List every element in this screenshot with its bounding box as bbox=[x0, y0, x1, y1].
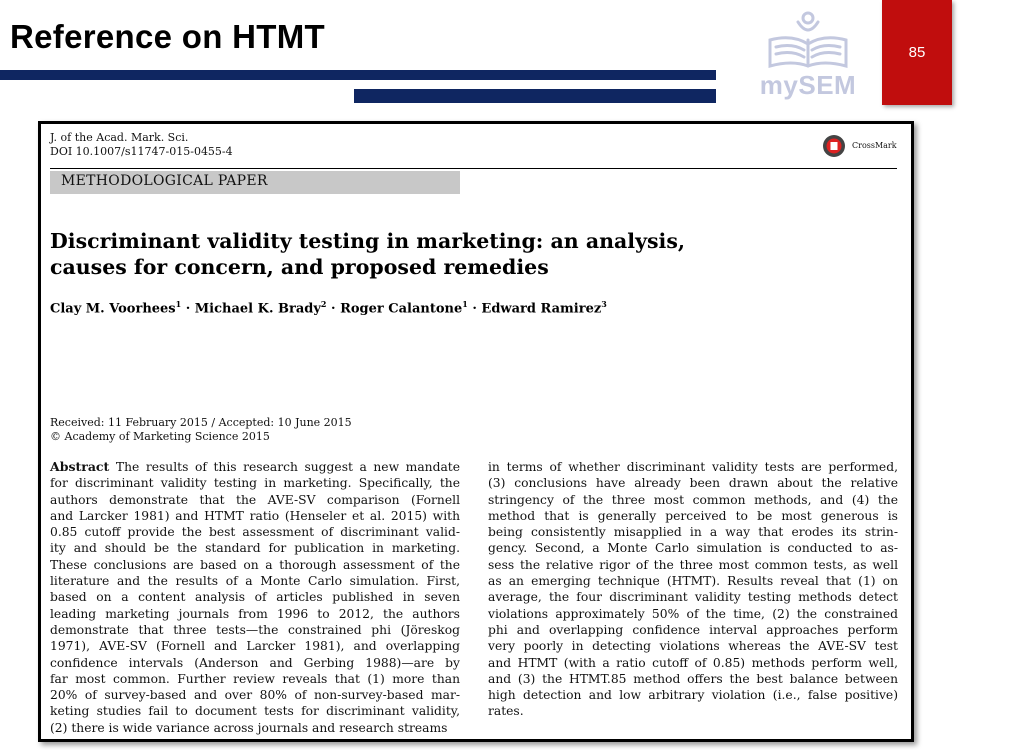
abstract-right-column bbox=[488, 459, 898, 720]
author-list bbox=[50, 299, 607, 316]
author-name: Michael K. Brady bbox=[194, 301, 321, 317]
abstract-line: very poorly in detecting violations whereas the AVE-SV test bbox=[488, 639, 898, 654]
abstract-line: 1971), AVE-SV (Fornell and Larcker 1981), and overlapping bbox=[50, 639, 460, 654]
abstract-left-column bbox=[50, 459, 460, 736]
abstract-line: 20% of survey-based and over 80% of non-survey-based mar- bbox=[50, 688, 460, 703]
abstract-line: confidence intervals (Anderson and Gerbing 1988)—are by bbox=[50, 655, 460, 670]
author-separator: · bbox=[467, 301, 482, 317]
publication-dates bbox=[50, 416, 352, 444]
abstract-text: The results of this research suggest a new mandate bbox=[115, 460, 460, 474]
abstract-line: These conclusions are based on a thorough assessment of the bbox=[50, 557, 460, 572]
author-affiliation: 1 bbox=[175, 299, 182, 309]
logo-text: mySEM bbox=[759, 70, 857, 100]
open-book-icon bbox=[758, 10, 858, 72]
abstract-line: ity and should be the standard for publication in marketing. bbox=[50, 541, 460, 556]
page-number: 85 bbox=[908, 44, 926, 61]
header-rule bbox=[50, 168, 897, 169]
paper-title-line: Discriminant validity testing in marketing: an analysis, bbox=[50, 229, 685, 253]
abstract-label: Abstract bbox=[50, 459, 110, 474]
author-name: Roger Calantone bbox=[340, 301, 463, 317]
abstract-line: sess the relative rigor of the three most common tests, as well bbox=[488, 557, 898, 572]
abstract-line: leading marketing journals from 1996 to 2012, the authors bbox=[50, 606, 460, 621]
abstract-line: and (3) the HTMT.85 method offers the best balance between bbox=[488, 671, 898, 686]
paper-title-line: causes for concern, and proposed remedies bbox=[50, 255, 549, 279]
page-number-box bbox=[882, 0, 952, 105]
abstract-line: (3) conclusions have already been drawn about the relative bbox=[488, 476, 898, 491]
section-label: METHODOLOGICAL PAPER bbox=[50, 171, 460, 194]
abstract-line: in terms of whether discriminant validity tests are performed, bbox=[488, 460, 898, 474]
abstract-line: for discriminant validity testing in marketing. Specifically, the bbox=[50, 476, 460, 491]
abstract-line: stringency of the three most common methods, and (4) the bbox=[488, 492, 898, 507]
slide-title: Reference on HTMT bbox=[10, 18, 325, 55]
abstract-line: 0.85 cutoff provide the best assessment of discriminant valid- bbox=[50, 525, 460, 540]
author-name: Clay M. Voorhees bbox=[50, 301, 176, 317]
doi: DOI 10.1007/s11747-015-0455-4 bbox=[50, 145, 233, 158]
abstract-line: being consistently misapplied in a way that erodes its strin- bbox=[488, 525, 898, 540]
author-separator: · bbox=[181, 301, 195, 317]
author-affiliation: 2 bbox=[320, 299, 327, 309]
crossmark-label: CrossMark bbox=[852, 141, 897, 150]
abstract-line: authors demonstrate that the AVE-SV comparison (Fornell bbox=[50, 492, 460, 507]
abstract-line: based on a content analysis of articles published in seven bbox=[50, 590, 460, 605]
abstract-line: method that is generally perceived to be most generous is bbox=[488, 508, 898, 523]
abstract-line: far most common. Further review reveals that (1) more than bbox=[50, 671, 460, 686]
author-affiliation: 1 bbox=[462, 299, 468, 309]
paper-excerpt bbox=[38, 121, 914, 742]
mysem-logo bbox=[758, 10, 858, 100]
title-underline-bar bbox=[0, 70, 716, 80]
abstract-line: and HTMT (with a ratio cutoff of 0.85) methods perform well, bbox=[488, 655, 898, 670]
abstract-line: demonstrate that three tests—the constrained phi (Jöreskog bbox=[50, 622, 460, 637]
crossmark-icon bbox=[819, 134, 849, 158]
abstract-line: keting studies fail to document tests for discriminant validity, bbox=[50, 704, 460, 719]
abstract-line: gency. Second, a Monte Carlo simulation is conducted to as- bbox=[488, 541, 898, 556]
author-name: Edward Ramirez bbox=[481, 301, 602, 317]
abstract-line: phi and overlapping confidence interval approaches perform bbox=[488, 622, 898, 637]
author-affiliation: 3 bbox=[601, 299, 607, 309]
abstract-line: average, the four discriminant validity testing methods detect bbox=[488, 590, 898, 605]
abstract-line: literature and the results of a Monte Carlo simulation. First, bbox=[50, 574, 460, 589]
abstract-line: and Larcker 1981) and HTMT ratio (Henseler et al. 2015) with bbox=[50, 508, 460, 523]
abstract-line bbox=[50, 459, 460, 475]
journal-name: J. of the Acad. Mark. Sci. bbox=[50, 131, 189, 144]
abstract-line: violations approximately 50% of the time, (2) the constrained bbox=[488, 606, 898, 621]
copyright: © Academy of Marketing Science 2015 bbox=[50, 430, 270, 443]
journal-info bbox=[50, 131, 233, 159]
abstract-line: (2) there is wide variance across journals and research streams bbox=[50, 720, 448, 735]
abstract-line: high detection and low arbitrary violation (i.e., false positive) bbox=[488, 688, 898, 703]
paper-title bbox=[50, 228, 890, 280]
abstract-line: rates. bbox=[488, 704, 524, 719]
abstract-line: as an emerging technique (HTMT). Results reveal that (1) on bbox=[488, 574, 898, 589]
title-accent-bar bbox=[354, 89, 716, 103]
author-separator: · bbox=[326, 301, 341, 317]
received-accepted: Received: 11 February 2015 / Accepted: 10 June 2015 bbox=[50, 416, 352, 429]
